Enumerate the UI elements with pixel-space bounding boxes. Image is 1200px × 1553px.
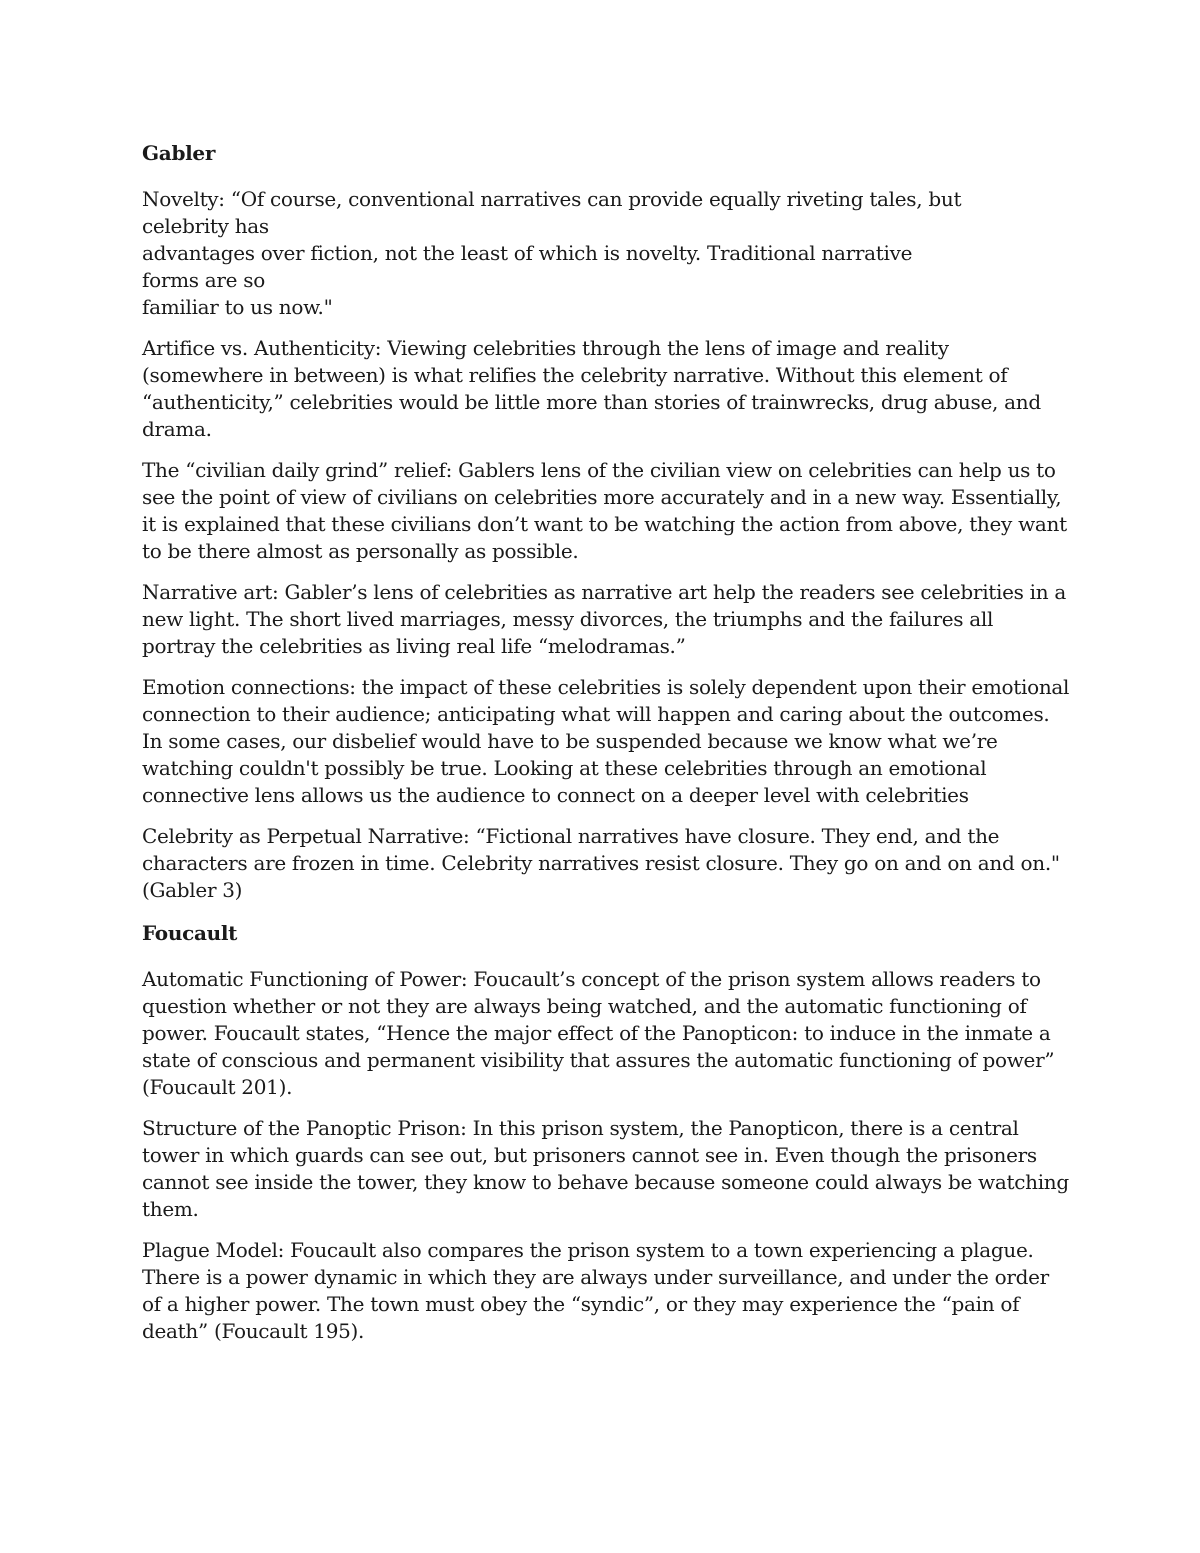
perpetual-narrative-paragraph: Celebrity as Perpetual Narrative: “Fictional narratives have closure. They end, and the characters are frozen in time. Celebrity narratives resist closure. They go on and on and on." (Gabler 3): [142, 824, 1060, 902]
novelty-line: Novelty: “Of course, conventional narratives can provide equally riveting tales, but: [142, 187, 962, 211]
foucault-heading: Foucault: [142, 921, 238, 945]
artifice-paragraph: Artifice vs. Authenticity: Viewing celebrities through the lens of image and reality (somewhere in between) is what relifies the celebrity narrative. Without this element of “authenticity,” celebrities would be little more than stories of trainwrecks, drug abuse, and drama.: [142, 336, 1041, 441]
panoptic-structure-paragraph: Structure of the Panoptic Prison: In this prison system, the Panopticon, there is a central tower in which guards can see out, but prisoners cannot see in. Even though the prisoners cannot see inside the tower, they know to behave because someone could always be watching them.: [142, 1116, 1069, 1221]
narrative-art-paragraph: Narrative art: Gabler’s lens of celebrities as narrative art help the readers see celebrities in a new light. The short lived marriages, messy divorces, the triumphs and the failures all portray the celebrities as living real life “melodramas.”: [142, 580, 1067, 658]
novelty-line: advantages over fiction, not the least of which is novelty. Traditional narrative: [142, 241, 913, 265]
novelty-line: familiar to us now.": [142, 295, 333, 319]
novelty-line: celebrity has: [142, 214, 269, 238]
civilian-paragraph: The “civilian daily grind” relief: Gablers lens of the civilian view on celebrities can help us to see the point of view of civilians on celebrities more accurately and in a new way. Essentially, it is explained that these civilians don’t want to be watching the action from above, they want to be there almost as personally as possible.: [142, 458, 1067, 563]
document-page: [142, 138, 1072, 1359]
gabler-heading: Gabler: [142, 141, 216, 165]
emotion-paragraph: Emotion connections: the impact of these celebrities is solely dependent upon their emotional connection to their audience; anticipating what will happen and caring about the outcomes. In some cases, our disbelief would have to be suspended because we know what we’re watching couldn't possibly be true. Looking at these celebrities through an emotional connective lens allows us the audience to connect on a deeper level with celebrities: [142, 675, 1070, 807]
novelty-paragraph: [142, 186, 1072, 321]
plague-model-paragraph: Plague Model: Foucault also compares the prison system to a town experiencing a plague. There is a power dynamic in which they are always under surveillance, and under the order of a higher power. The town must obey the “syndic”, or they may experience the “pain of death” (Foucault 195).: [142, 1238, 1049, 1343]
automatic-power-paragraph: Automatic Functioning of Power: Foucault’s concept of the prison system allows readers to question whether or not they are always being watched, and the automatic functioning of power. Foucault states, “Hence the major effect of the Panopticon: to induce in the inmate a state of conscious and permanent visibility that assures the automatic functioning of power” (Foucault 201).: [142, 967, 1055, 1099]
novelty-line: forms are so: [142, 268, 265, 292]
